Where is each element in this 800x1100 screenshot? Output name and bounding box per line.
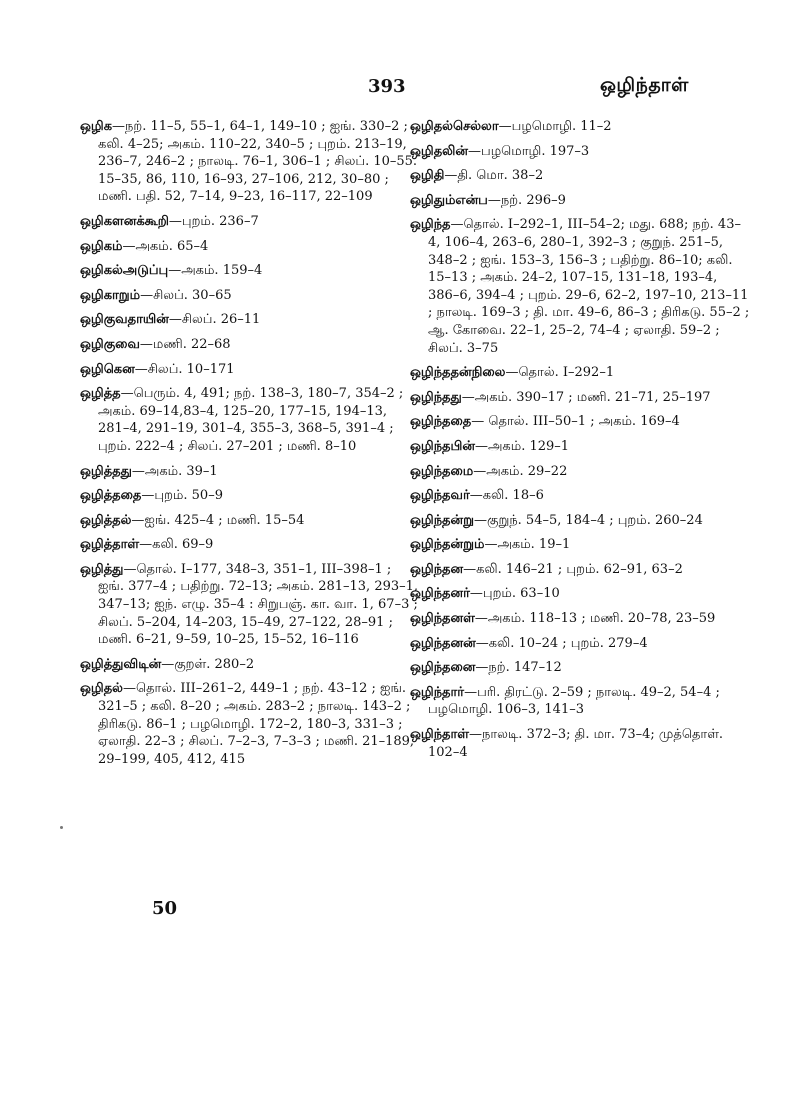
- index-entry: [80, 262, 420, 280]
- index-entry: [80, 238, 420, 256]
- entry-headword: ஒழிந்தன்றும்: [410, 537, 485, 553]
- entry-references: —தொல். III–261–2, 449–1 ; நற். 43–12 ; ஐங். 321–5 ; கலி. 8–20 ; அகம். 283–2 ; நாலடி. 143–2 ; திரிகடு. 86–1 ; பழமொழி. 172–2, 180–3, 331–3 ; ஏலாதி. 22–3 ; சிலப். 7–2–3, 7–3–3 ; மணி. 21–189, 29–199, 405, 412, 415: [98, 681, 415, 767]
- entry-headword: ஒழிதல்செல்லா: [410, 119, 499, 134]
- entry-headword: ஒழிதல்: [80, 681, 123, 697]
- index-entry: [410, 561, 750, 579]
- entry-headword: ஒழித்தாள்: [80, 537, 140, 553]
- index-entry: [80, 561, 420, 649]
- entry-references: —அகம். 129–1: [474, 438, 570, 454]
- entry-references: —அகம். 118–13 ; மணி. 20–78, 23–59: [474, 611, 716, 627]
- entry-references: —புறம். 63–10: [469, 586, 560, 602]
- index-entry: [410, 585, 750, 603]
- entry-headword: ஒழிந்தன்று: [410, 512, 474, 528]
- entry-headword: ஒழிந்த: [410, 217, 451, 233]
- index-entry: [80, 680, 420, 768]
- index-entry: [410, 512, 750, 530]
- index-entry: [410, 438, 750, 456]
- entry-headword: ஒழிந்தனை: [410, 660, 476, 676]
- entry-references: —குறள். 280–2: [161, 656, 255, 672]
- index-entry: [410, 192, 750, 210]
- entry-references: —அகம். 159–4: [168, 263, 263, 279]
- entry-headword: ஒழிந்தார்: [410, 684, 465, 700]
- entry-headword: ஒழிதும்என்ப: [410, 192, 488, 208]
- entry-references: —தி. மொ. 38–2: [444, 168, 544, 184]
- entry-references: —சிலப். 30–65: [140, 287, 232, 303]
- entry-headword: ஒழிதி: [410, 168, 445, 184]
- entry-headword: ஒழித்தது: [80, 463, 132, 479]
- entry-headword: ஒழிந்தமை: [410, 463, 474, 479]
- entry-headword: ஒழித்தல்: [80, 512, 132, 528]
- index-entry: [410, 635, 750, 653]
- entry-headword: ஒழிகுவதாயின்: [80, 312, 169, 328]
- entry-references: —தொல். I–292–1, III–54–2; மது. 688; நற். 43–4, 106–4, 263–6, 280–1, 392–3 ; குறுந். 251–5, 348–2 ; ஐங். 153–3, 156–3 ; பதிற்று. 86–10; கலி. 15–13 ; அகம். 24–2, 107–15, 131–18, 193–4, 386–6, 394–4 ; புறம். 29–6, 62–2, 197–10, 213–11 ; நாலடி. 169–3 ; தி. மா. 49–6, 86–3 ; திரிகடு. 55–2 ; ஆ. கோவை. 22–1, 25–2, 74–4 ; ஏலாதி. 59–2 ; சிலப். 3–75: [428, 217, 750, 356]
- running-head: ஒழிந்தாள்: [600, 74, 689, 96]
- entry-references: —கலி. 10–24 ; புறம். 279–4: [475, 635, 648, 651]
- entry-headword: ஒழித்துவிடின்: [80, 656, 162, 672]
- entry-headword: ஒழிகல்அடுப்பு: [80, 263, 169, 279]
- entry-references: —அகம். 39–1: [131, 463, 218, 479]
- entry-references: —நற். 11–5, 55–1, 64–1, 149–10 ; ஐங். 330–2 ; கலி. 4–25; அகம். 110–22, 340–5 ; புறம். 213–19, 236–7, 246–2 ; நாலடி. 76–1, 306–1 ; சிலப். 10–55. 15–35, 86, 110, 16–93, 27–106, 212, 30–80 ; மணி. பதி. 52, 7–14, 9–23, 16–117, 22–109: [98, 119, 418, 205]
- entry-references: —பழமொழி. 197–3: [468, 143, 590, 159]
- index-entry: [410, 536, 750, 554]
- index-entry: [80, 311, 420, 329]
- index-entry: [80, 385, 420, 455]
- index-entry: [410, 364, 750, 382]
- entry-headword: ஒழிகளனக்கூறி: [80, 213, 169, 229]
- entry-references: —பரி. திரட்டு. 2–59 ; நாலடி. 49–2, 54–4 ; பழமொழி. 106–3, 141–3: [428, 684, 720, 718]
- entry-references: —கலி. 69–9: [139, 537, 214, 553]
- entry-references: —கலி. 146–21 ; புறம். 62–91, 63–2: [463, 561, 683, 577]
- index-entry: [80, 463, 420, 481]
- entry-references: —சிலப். 26–11: [168, 312, 261, 328]
- entry-headword: ஒழிகென: [80, 361, 135, 377]
- index-entry: [410, 463, 750, 481]
- entry-references: —தொல். I–177, 348–3, 351–1, III–398–1 ; ஐங். 377–4 ; பதிற்று. 72–13; அகம். 281–13, 293–1, 347–13; ஐந். எழு. 35–4 : சிறுபஞ். கா. வா. 1, 67–3 ; சிலப். 5–204, 14–203, 15–49, 27–122, 28–91 ; மணி. 6–21, 9–59, 10–25, 15–52, 16–116: [98, 561, 419, 648]
- index-entry: [410, 143, 750, 161]
- entry-headword: ஒழிக: [80, 119, 113, 134]
- entry-headword: ஒழித்து: [80, 561, 124, 577]
- entry-references: — தொல். III–50–1 ; அகம். 169–4: [471, 414, 680, 430]
- entry-headword: ஒழிந்தனன்: [410, 635, 476, 651]
- entry-headword: ஒழித்த: [80, 386, 121, 402]
- index-entry: [80, 656, 420, 674]
- page-number: 393: [368, 76, 406, 97]
- index-entry: [80, 487, 420, 505]
- entry-references: —கலி. 18–6: [469, 488, 544, 504]
- index-entry: [410, 487, 750, 505]
- entry-references: —அகம். 65–4: [122, 238, 209, 254]
- entry-headword: ஒழிந்தது: [410, 389, 462, 405]
- index-entry: [80, 287, 420, 305]
- entry-headword: ஒழிந்தபின்: [410, 438, 475, 454]
- entry-headword: ஒழிந்தவர்: [410, 488, 470, 504]
- entry-references: —அகம். 29–22: [473, 463, 568, 479]
- entry-references: —பழமொழி. 11–2: [498, 119, 612, 134]
- index-entry: [410, 610, 750, 628]
- entry-references: —மணி. 22–68: [139, 336, 231, 352]
- entry-headword: ஒழிதலின்: [410, 143, 469, 159]
- index-entry: [80, 336, 420, 354]
- entry-references: —புறம். 236–7: [168, 213, 259, 229]
- entry-references: —குறுந். 54–5, 184–4 ; புறம். 260–24: [473, 512, 703, 528]
- index-entry: [80, 213, 420, 231]
- right-column: [410, 118, 750, 768]
- index-entry: [410, 726, 750, 761]
- index-entry: [410, 659, 750, 677]
- entry-headword: ஒழிந்தனள்: [410, 611, 475, 627]
- entry-headword: ஒழிந்தன: [410, 561, 464, 577]
- entry-headword: ஒழிந்ததை: [410, 414, 472, 430]
- entry-references: —அகம். 19–1: [484, 537, 571, 553]
- signature-mark: 50: [152, 898, 178, 919]
- entry-references: —அகம். 390–17 ; மணி. 21–71, 25–197: [461, 389, 711, 405]
- entry-headword: ஒழிகம்: [80, 238, 123, 254]
- index-entry: [410, 684, 750, 719]
- entry-headword: ஒழிந்ததன்நிலை: [410, 365, 506, 381]
- entry-headword: ஒழிகாறும்: [80, 287, 141, 303]
- entry-references: —ஐங். 425–4 ; மணி. 15–54: [131, 512, 305, 528]
- index-entry: [80, 118, 420, 206]
- entry-headword: ஒழிகுவை: [80, 336, 140, 352]
- index-entry: [80, 536, 420, 554]
- entry-references: —நற். 147–12: [475, 660, 562, 676]
- index-entry: [410, 216, 750, 357]
- index-entry: [410, 118, 750, 136]
- scan-speck: [60, 826, 63, 829]
- index-entry: [80, 361, 420, 379]
- entry-references: —புறம். 50–9: [141, 488, 223, 504]
- index-entry: [410, 167, 750, 185]
- entry-references: —நற். 296–9: [487, 192, 566, 208]
- entry-references: —தொல். I–292–1: [505, 365, 615, 381]
- entry-references: —பெரும். 4, 491; நற். 138–3, 180–7, 354–2 ; அகம். 69–14,83–4, 125–20, 177–15, 194–13, 281–4, 291–19, 301–4, 355–3, 368–5, 391–4 ; புறம். 222–4 ; சிலப். 27–201 ; மணி. 8–10: [98, 386, 404, 454]
- index-entry: [80, 512, 420, 530]
- entry-references: —சிலப். 10–171: [134, 361, 235, 377]
- index-entry: [410, 413, 750, 431]
- entry-headword: ஒழிந்தனர்: [410, 586, 470, 602]
- entry-references: —நாலடி. 372–3; தி. மா. 73–4; முத்தொள். 102–4: [428, 727, 724, 760]
- entry-headword: ஒழிந்தாள்: [410, 727, 470, 743]
- entry-headword: ஒழித்ததை: [80, 488, 142, 504]
- left-column: [80, 118, 420, 775]
- index-entry: [410, 389, 750, 407]
